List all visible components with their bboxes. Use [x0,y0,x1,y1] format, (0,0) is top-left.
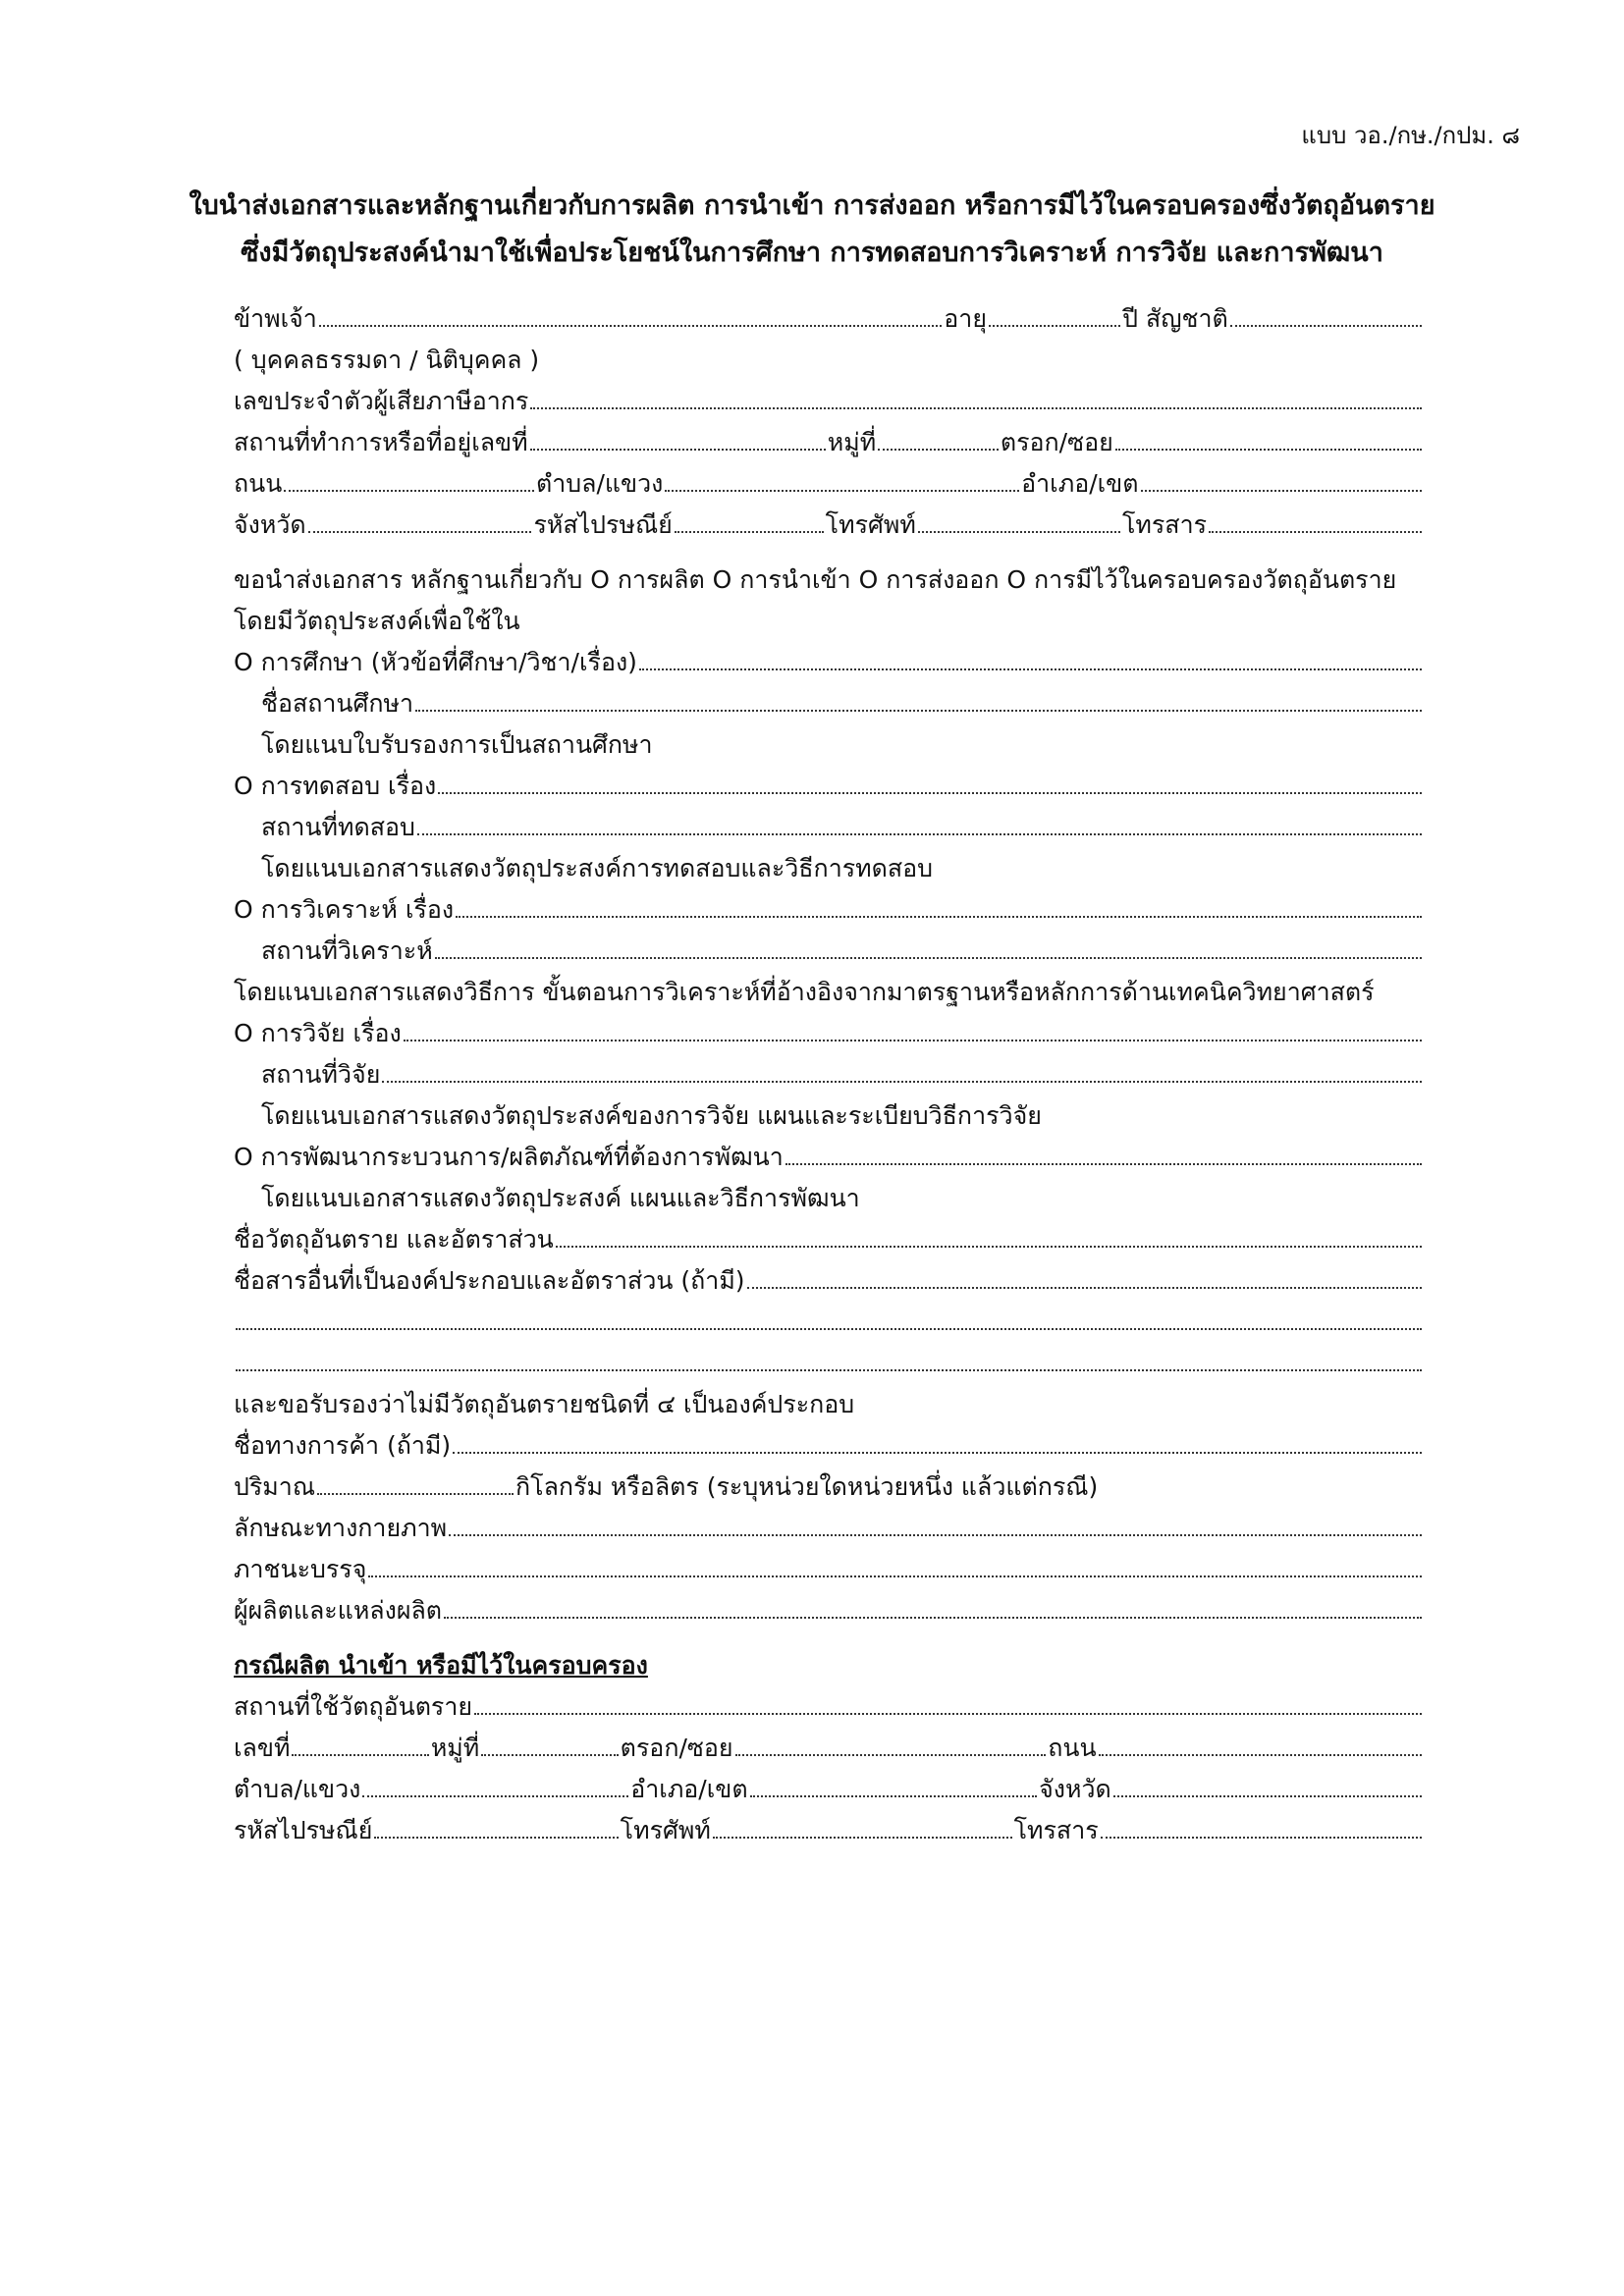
row-quantity [234,1463,1424,1504]
education-place-field[interactable] [415,709,1422,712]
research-place-field[interactable] [382,1080,1422,1083]
row-usage-contact [234,1806,1424,1847]
option-analysis[interactable]: O การวิเคราะห์ เรื่อง [234,895,455,924]
usage-province-field[interactable] [1113,1794,1422,1797]
container-field[interactable] [368,1575,1422,1577]
usage-subdistrict-field[interactable] [362,1794,628,1797]
label-tax-id: เลขประจำตัวผู้เสียภาษีอากร [234,387,529,415]
usage-no-field[interactable] [292,1753,428,1756]
label-usage-road: ถนน [1048,1734,1097,1762]
nationality-field[interactable] [1230,324,1422,327]
label-postcode: รหัสไปรษณีย์ [533,510,673,539]
option-test[interactable]: O การทดสอบ เรื่อง [234,772,437,800]
row-usage-area [234,1765,1424,1806]
label-usage-district: อำเภอ/เขต [630,1775,748,1803]
usage-moo-field[interactable] [481,1753,618,1756]
row-analysis [234,885,1424,927]
label-nationality: ปี สัญชาติ [1122,304,1228,333]
phone-field[interactable] [918,530,1120,533]
row-blank-2 [234,1339,1424,1380]
research-attach-text: โดยแนบเอกสารแสดงวัตถุประสงค์ของการวิจัย แผนและระเบียบวิธีการวิจัย [261,1101,1042,1130]
row-producer [234,1586,1424,1628]
test-field[interactable] [438,791,1422,794]
other-substance-field[interactable] [747,1286,1422,1289]
row-research-attach [234,1092,1424,1133]
development-field[interactable] [785,1162,1422,1165]
usage-phone-field[interactable] [713,1836,1012,1839]
usage-soi-field[interactable] [735,1753,1047,1756]
row-usage-place [234,1682,1424,1724]
soi-field[interactable] [1115,448,1422,451]
label-usage-province: จังหวัด [1039,1775,1111,1803]
label-other-substance: ชื่อสารอื่นที่เป็นองค์ประกอบและอัตราส่วน (ถ้ามี) [234,1266,745,1295]
option-education[interactable]: O การศึกษา (หัวข้อที่ศึกษา/วิชา/เรื่อง) [234,648,637,676]
analysis-place-field[interactable] [435,956,1422,959]
trade-name-field[interactable] [453,1451,1422,1454]
row-container [234,1545,1424,1586]
education-attach-text: โดยแนบใบรับรองการเป็นสถานศึกษา [261,730,653,759]
row-certify [234,1380,1424,1421]
row-analysis-attach [234,968,1424,1009]
test-attach-text: โดยแนบเอกสารแสดงวัตถุประสงค์การทดสอบและวิธีการทดสอบ [261,854,934,882]
moo-field[interactable] [878,448,999,451]
row-other-substance [234,1256,1424,1298]
row-blank-1 [234,1298,1424,1339]
row-usage-address [234,1724,1424,1765]
row-research-place [234,1050,1424,1092]
row-tax-id [234,377,1424,418]
label-usage-soi: ตรอก/ซอย [620,1734,733,1762]
section-heading: กรณีผลิต นำเข้า หรือมีไว้ในครอบครอง [234,1651,648,1680]
address-no-field[interactable] [530,448,826,451]
development-attach-text: โดยแนบเอกสารแสดงวัตถุประสงค์ แผนและวิธีการพัฒนา [261,1184,860,1212]
postcode-field[interactable] [675,530,824,533]
label-education-place: ชื่อสถานศึกษา [261,689,414,718]
row-analysis-place [234,927,1424,968]
label-usage-place: สถานที่ใช้วัตถุอันตราย [234,1692,473,1721]
title-line-1: ใบนำส่งเอกสารและหลักฐานเกี่ยวกับการผลิต การนำเข้า การส่งออก หรือการมีไว้ในครอบครองซึ่งวัตถุอันตราย [189,190,1435,221]
row-education [234,638,1424,679]
label-subdistrict: ตำบล/แขวง [536,469,664,498]
label-analysis-place: สถานที่วิเคราะห์ [261,936,433,965]
label-usage-subdistrict: ตำบล/แขวง [234,1775,361,1803]
label-fax: โทรสาร [1121,510,1208,539]
request-purpose-text: โดยมีวัตถุประสงค์เพื่อใช้ใน [234,607,520,635]
physical-field[interactable] [449,1533,1422,1536]
row-request-line-1 [234,556,1424,597]
blank-field-2[interactable] [236,1368,1422,1371]
label-name: ข้าพเจ้า [234,304,317,333]
district-field[interactable] [1141,489,1423,492]
age-field[interactable] [989,324,1120,327]
subdistrict-field[interactable] [665,489,1019,492]
analysis-field[interactable] [456,915,1422,918]
label-research-place: สถานที่วิจัย [261,1060,381,1089]
road-field[interactable] [284,489,534,492]
usage-postcode-field[interactable] [374,1836,618,1839]
row-usage-heading [234,1641,1424,1682]
form-title [0,183,1624,277]
test-place-field[interactable] [417,832,1422,835]
row-person-type [234,336,1424,377]
row-substance-name [234,1215,1424,1256]
row-address [234,418,1424,459]
label-moo: หมู่ที่ [827,428,877,456]
row-applicant-name [234,294,1424,336]
row-development [234,1133,1424,1174]
education-field[interactable] [639,667,1422,670]
tax-id-field[interactable] [530,406,1422,409]
usage-place-field[interactable] [474,1712,1422,1715]
form-code: แบบ วอ./กษ./กปม. ๘ [1301,122,1520,149]
label-usage-postcode: รหัสไปรษณีย์ [234,1816,373,1844]
row-province [234,501,1424,542]
province-field[interactable] [308,530,532,533]
research-field[interactable] [404,1039,1422,1041]
title-line-2: ซึ่งมีวัตถุประสงค์นำมาใช้เพื่อประโยชน์ในการศึกษา การทดสอบการวิเคราะห์ การวิจัย และการพัฒนา [241,238,1383,268]
label-address-no: สถานที่ทำการหรือที่อยู่เลขที่ [234,428,528,456]
row-request-line-2 [234,597,1424,638]
usage-road-field[interactable] [1099,1753,1422,1756]
label-container: ภาชนะบรรจุ [234,1555,367,1583]
label-usage-no: เลขที่ [234,1734,291,1762]
label-usage-fax: โทรสาร [1013,1816,1099,1844]
label-phone: โทรศัพท์ [825,510,916,539]
substance-name-field[interactable] [556,1245,1422,1248]
label-age: อายุ [944,304,987,333]
name-field[interactable] [319,324,942,327]
option-research[interactable]: O การวิจัย เรื่อง [234,1019,402,1047]
row-development-attach [234,1174,1424,1215]
row-education-place [234,679,1424,721]
form-body [234,294,1424,1847]
row-research [234,1009,1424,1050]
label-district: อำเภอ/เขต [1021,469,1139,498]
row-test [234,762,1424,803]
label-province: จังหวัด [234,510,306,539]
label-producer: ผู้ผลิตและแหล่งผลิต [234,1596,443,1625]
label-usage-phone: โทรศัพท์ [620,1816,711,1844]
label-trade-name: ชื่อทางการค้า (ถ้ามี) [234,1431,452,1460]
certify-text: และขอรับรองว่าไม่มีวัตถุอันตรายชนิดที่ ๔ เป็นองค์ประกอบ [234,1390,855,1418]
label-quantity: ปริมาณ [234,1472,316,1501]
label-quantity-unit: กิโลกรัม หรือลิตร (ระบุหน่วยใดหน่วยหนึ่ง แล้วแต่กรณี) [515,1472,1099,1501]
analysis-attach-text: โดยแนบเอกสารแสดงวิธีการ ขั้นตอนการวิเคราะห์ที่อ้างอิงจากมาตรฐานหรือหลักการด้านเทคนิควิทยาศาสตร์ [234,978,1375,1006]
row-test-attach [234,844,1424,885]
fax-field[interactable] [1209,530,1422,533]
usage-fax-field[interactable] [1101,1836,1422,1839]
row-trade-name [234,1421,1424,1463]
row-road [234,459,1424,501]
label-soi: ตรอก/ซอย [1000,428,1113,456]
option-development[interactable]: O การพัฒนากระบวนการ/ผลิตภัณฑ์ที่ต้องการพัฒนา [234,1143,784,1171]
label-substance-name: ชื่อวัตถุอันตราย และอัตราส่วน [234,1225,554,1254]
quantity-field[interactable] [317,1492,514,1495]
label-test-place: สถานที่ทดสอบ [261,813,415,841]
usage-district-field[interactable] [750,1794,1038,1797]
row-test-place [234,803,1424,844]
label-physical: ลักษณะทางกายภาพ [234,1514,448,1542]
producer-field[interactable] [444,1616,1422,1619]
label-road: ถนน [234,469,283,498]
blank-field-1[interactable] [236,1327,1422,1330]
label-person-type: ( บุคคลธรรมดา / นิติบุคคล ) [234,346,540,374]
request-text: ขอนำส่งเอกสาร หลักฐานเกี่ยวกับ O การผลิต O การนำเข้า O การส่งออก O การมีไว้ในครอบครองวัตถุอันตราย [234,565,1397,594]
row-education-attach [234,721,1424,762]
row-physical [234,1504,1424,1545]
label-usage-moo: หมู่ที่ [430,1734,480,1762]
